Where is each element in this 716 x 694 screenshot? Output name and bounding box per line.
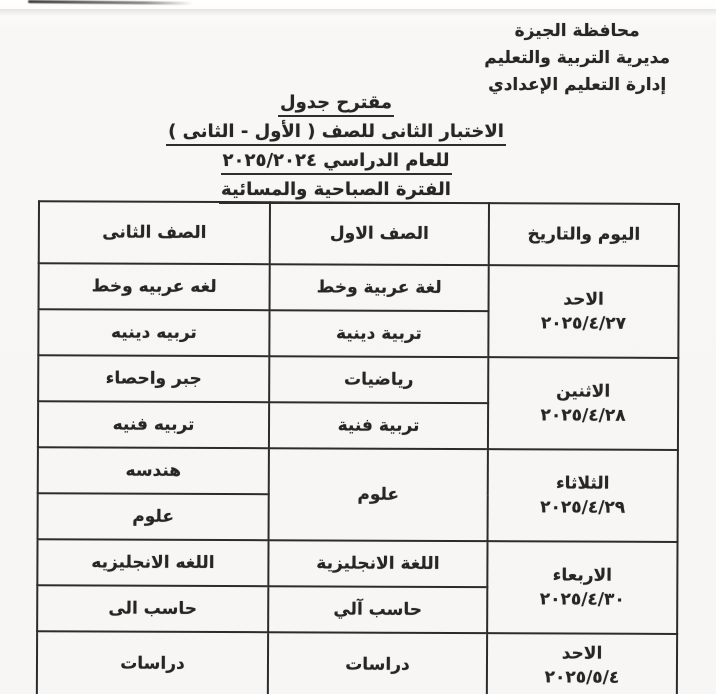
day-date-cell — [487, 633, 677, 694]
table-row — [37, 631, 677, 694]
subject-cell-grade1: اللغة الانجليزية — [268, 540, 487, 587]
subject-cell-grade2: اللغه الانجليزيه — [37, 539, 268, 586]
col-header-grade2: الصف الثانى — [39, 201, 270, 264]
table-row — [37, 539, 677, 588]
title-line-exam: الاختبار الثانى للصف ( الأول - الثانى ) — [0, 121, 672, 146]
scan-artifact-band — [0, 9, 716, 16]
day-name: الاربعاء — [552, 565, 613, 586]
subject-cell-grade2: هندسه — [38, 447, 269, 494]
subject-cell-grade2: تربيه فنيه — [38, 401, 269, 448]
subject-cell-grade2: جبر واحصاء — [38, 355, 269, 402]
subject-cell-grade2: لغه عربيه وخط — [39, 263, 270, 310]
subject-cell-grade2: تربيه دينيه — [38, 309, 269, 356]
scan-artifact-streak — [28, 0, 193, 5]
day-date-cell — [488, 357, 678, 450]
title-line-year: للعام الدراسي ٢٠٢٥/٢٠٢٤ — [0, 150, 672, 175]
day-name: الاحد — [563, 289, 604, 310]
day-name: الثلاثاء — [555, 473, 610, 494]
subject-cell-grade1: تربية دينية — [269, 310, 488, 357]
day-date-cell — [488, 449, 678, 542]
org-directorate: مديرية التربية والتعليم — [484, 48, 670, 68]
day-date: ٢٠٢٥/٤/٢٧ — [540, 313, 627, 334]
subject-cell-grade2: حاسب الى — [37, 585, 268, 632]
subject-cell-grade1: حاسب آلي — [268, 586, 487, 633]
document-title — [0, 92, 672, 208]
table-row — [38, 355, 678, 404]
day-date: ٢٠٢٥/٥/٤ — [544, 667, 620, 688]
subject-cell-grade1: لغة عربية وخط — [270, 264, 489, 311]
org-header — [484, 18, 670, 99]
subject-cell-grade1: علوم — [269, 448, 488, 541]
table-row — [39, 263, 679, 312]
subject-cell-grade1: دراسات — [268, 632, 487, 694]
col-header-day-date: اليوم والتاريخ — [489, 203, 679, 266]
title-line-period: الفترة الصباحية والمسائية — [0, 179, 672, 204]
day-date: ٢٠٢٥/٤/٣٠ — [539, 589, 625, 610]
day-date: ٢٠٢٥/٤/٢٩ — [540, 497, 626, 518]
day-date-cell — [488, 265, 678, 358]
col-header-grade1: الصف الاول — [270, 202, 489, 265]
exam-schedule-table — [36, 200, 680, 694]
table-row — [38, 447, 678, 496]
subject-cell-grade1: تربية فنية — [269, 402, 488, 449]
day-name: الاحد — [561, 643, 603, 664]
day-date: ٢٠٢٥/٤/٢٨ — [540, 405, 626, 426]
table-header-row — [39, 201, 679, 266]
day-date-cell — [487, 541, 677, 634]
subject-cell-grade2: دراسات — [37, 631, 268, 694]
org-governorate: محافظة الجيزة — [514, 21, 640, 41]
org-administration: إدارة التعليم الإعدادي — [488, 75, 667, 95]
subject-cell-grade1: رياضيات — [269, 356, 488, 403]
day-name: الاثنين — [556, 381, 611, 402]
subject-cell-grade2: علوم — [38, 493, 269, 540]
title-line-proposal: مقترح جدول — [0, 92, 672, 117]
